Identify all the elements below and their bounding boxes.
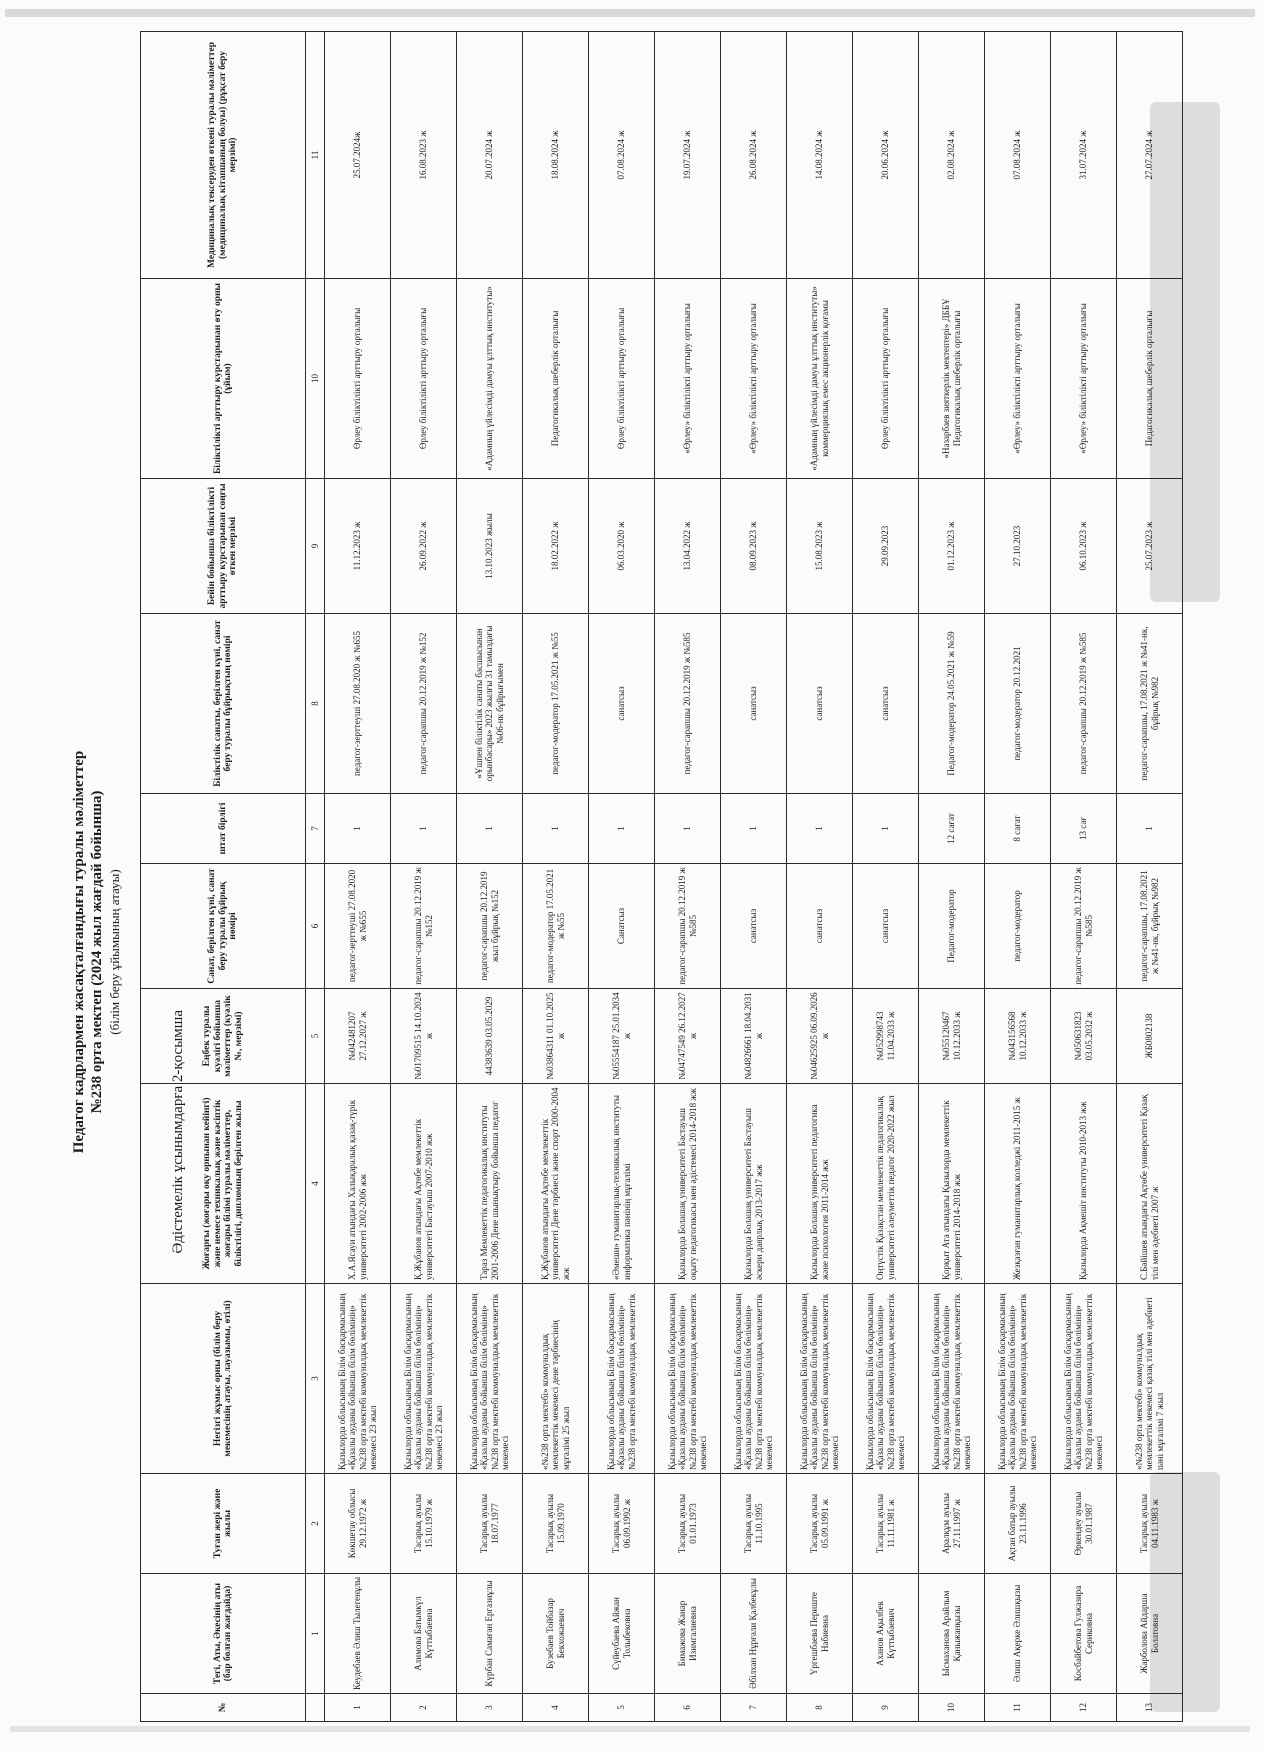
- category: педагог-модератор: [985, 864, 1051, 989]
- column-header: №: [141, 1694, 306, 1722]
- course-date: 11.12.2023 ж: [325, 479, 391, 614]
- birth-place-date: Тасарық ауылы 11.10.1995: [721, 1474, 787, 1574]
- column-number: [306, 1694, 325, 1722]
- course-provider: «Өрлеу» біліктілікті арттыру орталығы: [721, 279, 787, 479]
- table-row: [391, 32, 457, 1722]
- employment-record: №043156568 10.12.2033 ж: [985, 989, 1051, 1084]
- column-header: Медициналық тексеруден өткені туралы мәліметтер (медициналық кітапшаның болуы) (рұқсат беру мерзімі): [141, 32, 306, 279]
- education: Х.А.Ясауи атындағы Халықаралық қазақ-түрік университеті 2002-2006 жж: [325, 1084, 391, 1284]
- title-line-2: №238 орта мектеп (2024 жыл жағдай бойынша): [89, 790, 105, 1114]
- employment-record: №055120467 10.12.2033 ж: [919, 989, 985, 1084]
- course-date: 08.09.2023 ж: [721, 479, 787, 614]
- employment-record: №04625925 06.09.2026 ж: [787, 989, 853, 1084]
- staff-unit: 1: [589, 794, 655, 864]
- staff-unit: 1: [655, 794, 721, 864]
- education: Жезқазған гуманитарлық колледжі 2011-2015 ж: [985, 1084, 1051, 1284]
- column-number: 2: [306, 1474, 325, 1574]
- column-number: 7: [306, 794, 325, 864]
- staff-table: [140, 31, 1183, 1722]
- qualification-category: санатсыз: [787, 614, 853, 794]
- course-date: 06.03.2020 ж: [589, 479, 655, 614]
- birth-place-date: Тасарық ауылы 15.09.1970: [523, 1474, 589, 1574]
- medical-check-date: 26.08.2024 ж: [721, 32, 787, 279]
- row-number: 9: [853, 1694, 919, 1722]
- medical-check-date: 20.07.2024 ж: [457, 32, 523, 279]
- staff-unit: 1: [787, 794, 853, 864]
- teacher-name: Сүйеубаева Айжан Толыбековна: [589, 1574, 655, 1694]
- document-title: [70, 572, 124, 1332]
- employment-record: №01709515 14.10.2024 ж: [391, 989, 457, 1084]
- birth-place-date: Тасарық ауылы 04.11.1983 ж: [1117, 1474, 1183, 1574]
- staff-unit: 13 сағ: [1051, 794, 1117, 864]
- category: Педагог-модератор: [919, 864, 985, 989]
- course-provider: Өрлеу біліктілікті арттыру орталығы: [589, 279, 655, 479]
- scan-edge: [5, 9, 1255, 17]
- teacher-name: Аханов Ақылбек Күттыбаевич: [853, 1574, 919, 1694]
- qualification-category: педагог-зерттеуші 27.08.2020 ж №655: [325, 614, 391, 794]
- course-date: 18.02.2022 ж: [523, 479, 589, 614]
- category: педагог-сарапшы, 17.08.2021 ж №41-нк, бұйрық №982: [1117, 864, 1183, 989]
- education: Қызылорда Ақмешіт институты 2010-2013 жж: [1051, 1084, 1117, 1284]
- row-number: 13: [1117, 1694, 1183, 1722]
- category: санатсыз: [787, 864, 853, 989]
- birth-place-date: Көкшетау облысы 29.12.1972 ж: [325, 1474, 391, 1574]
- birth-place-date: Тасарық ауылы 05.09.1991 ж: [787, 1474, 853, 1574]
- category: педагог-модератор 17.05.2021 ж №55: [523, 864, 589, 989]
- category: педагог-сарапшы 20.12.2019 жыл бұйрық №152: [457, 864, 523, 989]
- table-row: [1051, 32, 1117, 1722]
- staff-unit: 1: [853, 794, 919, 864]
- table-body: [325, 32, 1183, 1722]
- teacher-name: Күрбан Самаған Ергазиұлы: [457, 1574, 523, 1694]
- course-date: 15.08.2023 ж: [787, 479, 853, 614]
- course-provider: Педагогикалық шеберлік орталығы: [523, 279, 589, 479]
- teacher-name: Әлиш Ақерке Әлишқызы: [985, 1574, 1051, 1694]
- table-row: [787, 32, 853, 1722]
- category: Санатсыз: [589, 864, 655, 989]
- staff-unit: 12 сағат: [919, 794, 985, 864]
- table-row: [523, 32, 589, 1722]
- course-date: 26.09.2022 ж: [391, 479, 457, 614]
- teacher-name: Ысмаханова Арайлым Қаныжанқызы: [919, 1574, 985, 1694]
- birth-place-date: Өркендеу ауылы 30.01.1987: [1051, 1474, 1117, 1574]
- qualification-category: педагог-сарапшы 20.12.2019 ж №585: [655, 614, 721, 794]
- medical-check-date: 19.07.2024 ж: [655, 32, 721, 279]
- employment-record: №052998743 11.04.2033 ж: [853, 989, 919, 1084]
- employment-record: №050631823 03.05.2032 ж: [1051, 989, 1117, 1084]
- course-provider: Педагогикалық шеберлік орталығы: [1117, 279, 1183, 479]
- course-provider: Өрлеу біліктілікті арттыру орталығы: [853, 279, 919, 479]
- medical-check-date: 31.07.2024 ж: [1051, 32, 1117, 279]
- education: С.Бәйішев атындағы Ақтөбе университеті Қазақ тілі мен әдебиеті 2007 ж: [1117, 1084, 1183, 1284]
- course-date: 01.12.2023 ж: [919, 479, 985, 614]
- medical-check-date: 27.07.2024 ж: [1117, 32, 1183, 279]
- column-number: 11: [306, 32, 325, 279]
- education: Қызылорда Болашақ университеті Бастауыш әскери даярлық 2013-2017 жж: [721, 1084, 787, 1284]
- scan-edge: [10, 1726, 1250, 1732]
- table-row: [853, 32, 919, 1722]
- row-number: 8: [787, 1694, 853, 1722]
- qualification-category: педагог-модератор 17.05.2021 ж №55: [523, 614, 589, 794]
- qualification-category: «Ұшпен біліктілік санаты басшысынан орынбасары» 2023 жылғы 31 тамыздағы №06-нк бұйрығымен: [457, 614, 523, 794]
- main-workplace: Қызылорда облысының Білім басқармасының «Қазалы ауданы бойынша білім бөлімінің» №238 орта мектебі коммуналдық мемлекеттік мекемесі: [985, 1284, 1051, 1474]
- teacher-name: Бимажова Жанар Изимгалиевна: [655, 1574, 721, 1694]
- row-number: 6: [655, 1694, 721, 1722]
- education: Қызылорда Болашақ университеті Бастауыш оқыту педагогикасы мен әдістемесі 2014-2018 жж: [655, 1084, 721, 1284]
- category: санатсыз: [721, 864, 787, 989]
- employment-record: №03864311 01.10.2025 ж: [523, 989, 589, 1084]
- column-header: штат бірлігі: [141, 794, 306, 864]
- staff-unit: 1: [325, 794, 391, 864]
- column-number: 8: [306, 614, 325, 794]
- qualification-category: санатсыз: [721, 614, 787, 794]
- teacher-name: Әбілхан Нұрғали Қалбекұлы: [721, 1574, 787, 1694]
- category: педагог-сарапшы 20.12.2019 ж №585: [655, 864, 721, 989]
- education: Оңтүстік Қазақстан мемлекеттік педагогикалық университеті әлеуметтік педагог 2020-2022 жыл: [853, 1084, 919, 1284]
- staff-unit: 1: [457, 794, 523, 864]
- employment-record: ЖБ0802138: [1117, 989, 1183, 1084]
- birth-place-date: Ақтан батыр ауылы 23.11.1996: [985, 1474, 1051, 1574]
- column-header: Жоғарғы (жоғары оқу орнынан кейінгі) және немесе техникалық және кәсіптік жоғары білімі туралы мәліметтер, біліктілігі, дипломның берілген жылы: [141, 1084, 306, 1284]
- employment-record: 44383639 03.05.2029: [457, 989, 523, 1084]
- education: Тараз Мемлекеттік педагогикалық институты 2001-2006 Дене шынықтыру бойынша педагог: [457, 1084, 523, 1284]
- education: Қ.Жұбанов атындағы Ақтөбе мемлекеттік университеті Дене тәрбиесі және спорт 2000-2004 жж: [523, 1084, 589, 1284]
- row-number: 1: [325, 1694, 391, 1722]
- birth-place-date: Тасарық ауылы 01.01.1973: [655, 1474, 721, 1574]
- main-workplace: Қызылорда облысының Білім басқармасының «Қазалы ауданы бойынша білім бөлімінің» №238 орта мектебі коммуналдық мемлекеттік мекемесі 23 жыл: [391, 1284, 457, 1474]
- course-provider: «Адамның үйлесімді дамуы ұлттық институты» коммерциялық емес акционерлік қоғамы: [787, 279, 853, 479]
- column-number: 10: [306, 279, 325, 479]
- course-provider: «Адамның үйлесімді дамуы ұлттық институты»: [457, 279, 523, 479]
- education: Қ.Жұбанов атындағы Ақтөбе мемлекеттік университеті Бастауыш 2007-2010 жж: [391, 1084, 457, 1284]
- table-row: [457, 32, 523, 1722]
- main-workplace: «№238 орта мектебі» коммуналдық мемлекеттік мекемесі қазақ тілі мен әдебиеті пәні мұғалімі 7 жыл: [1117, 1284, 1183, 1474]
- course-provider: Өрлеу біліктілікті арттыру орталығы: [325, 279, 391, 479]
- course-provider: «Өрлеу» біліктілікті арттыру орталығы: [985, 279, 1051, 479]
- row-number: 10: [919, 1694, 985, 1722]
- employment-record: №04747549 26.12.2027 ж: [655, 989, 721, 1084]
- column-header: Санат, берілген күні, санат беру туралы бұйрық нөмірі: [141, 864, 306, 989]
- main-workplace: Қызылорда облысының Білім басқармасының «Қазалы ауданы бойынша білім бөлімінің» №238 орта мектебі коммуналдық мемлекеттік мекемесі: [1051, 1284, 1117, 1474]
- birth-place-date: Тасарық ауылы 06.09.1992 ж: [589, 1474, 655, 1574]
- medical-check-date: 02.08.2024 ж: [919, 32, 985, 279]
- qualification-category: санатсыз: [589, 614, 655, 794]
- main-workplace: Қызылорда облысының Білім басқармасының «Қазалы ауданы бойынша білім бөлімінің» №238 орта мектебі коммуналдық мемлекеттік мекемесі 23 жыл: [325, 1284, 391, 1474]
- category: педагог-сарапшы 20.12.2019 ж №585: [1051, 864, 1117, 989]
- teacher-name: Жарболова Айдарша Болатовна: [1117, 1574, 1183, 1694]
- row-number: 2: [391, 1694, 457, 1722]
- table-row: [325, 32, 391, 1722]
- teacher-name: Алимова Батымкүл Күттыбаевна: [391, 1574, 457, 1694]
- qualification-category: педагог-модератор 20.12.2021: [985, 614, 1051, 794]
- row-number: 11: [985, 1694, 1051, 1722]
- course-provider: «Назарбаев зияткерлік мектептері» ДББҰ Педагогикалық шеберлік орталығы: [919, 279, 985, 479]
- staff-unit: 1: [391, 794, 457, 864]
- teacher-name: Косбайбетова Гулжазира Сериковна: [1051, 1574, 1117, 1694]
- column-header: Туған жері және жылы: [141, 1474, 306, 1574]
- staff-unit: 1: [523, 794, 589, 864]
- column-number-row: [306, 32, 325, 1722]
- column-number: 5: [306, 989, 325, 1084]
- course-date: 13.10.2023 жылы: [457, 479, 523, 614]
- row-number: 3: [457, 1694, 523, 1722]
- main-workplace: Қызылорда облысының Білім басқармасының «Қазалы ауданы бойынша білім бөлімінің» №238 орта мектебі коммуналдық мемлекеттік мекемесі: [655, 1284, 721, 1474]
- column-number: 3: [306, 1284, 325, 1474]
- medical-check-date: 25.07.2024ж: [325, 32, 391, 279]
- education: Қызылорда Болашақ университеті педагогика және психология 2011-2014 жж: [787, 1084, 853, 1284]
- qualification-category: санатсыз: [853, 614, 919, 794]
- teacher-name: Бузебаев Тойбазар Бекхожаевич: [523, 1574, 589, 1694]
- birth-place-date: Тасарық ауылы 18.07.1977: [457, 1474, 523, 1574]
- column-header: Негізгі жұмыс орны (білім беру мекемесінің атауы, лауазымы, өтілі): [141, 1284, 306, 1474]
- course-date: 06.10.2023 ж: [1051, 479, 1117, 614]
- staff-unit: 1: [1117, 794, 1183, 864]
- main-workplace: Қызылорда облысының Білім басқармасының «Қазалы ауданы бойынша білім бөлімінің» №238 орта мектебі коммуналдық мемлекеттік мекемесі: [457, 1284, 523, 1474]
- course-date: 27.10.2023: [985, 479, 1051, 614]
- birth-place-date: Аралқұм ауылы 27.11.1997 ж: [919, 1474, 985, 1574]
- main-workplace: Қызылорда облысының Білім басқармасының «Қазалы ауданы бойынша білім бөлімінің» №238 орта мектебі коммуналдық мемлекеттік: [589, 1284, 655, 1474]
- course-provider: «Өрлеу» біліктілікті арттыру орталығы: [1051, 279, 1117, 479]
- row-number: 7: [721, 1694, 787, 1722]
- column-header: Еңбек туралы куәлігі бойынша мәліметтер (куәлік №, мерзімі): [141, 989, 306, 1084]
- column-header: Бейін бойынша біліктілікті арттыру курстарынан соңғы өткен мерзімі: [141, 479, 306, 614]
- row-number: 12: [1051, 1694, 1117, 1722]
- table-row: [655, 32, 721, 1722]
- birth-place-date: Тасарық ауылы 15.10.1979 ж: [391, 1474, 457, 1574]
- main-workplace: Қызылорда облысының Білім басқармасының «Қазалы ауданы бойынша білім бөлімінің» №238 орта мектебі коммуналдық мемлекеттік мекемесі: [787, 1284, 853, 1474]
- annex-label: Әдістемелік ұсынымдарға 2-қосымша: [170, 1010, 186, 1254]
- column-header: Біліктілік санаты, берілген күні, санат беру туралы бұйрықтың нөмірі: [141, 614, 306, 794]
- course-provider: Өрлеу біліктілікті арттыру орталығы: [391, 279, 457, 479]
- table-row: [985, 32, 1051, 1722]
- employment-record: №05554187 25.01.2034 ж: [589, 989, 655, 1084]
- title-line-3: (білім беру ұйымының атауы): [107, 869, 122, 1035]
- column-number: 9: [306, 479, 325, 614]
- table-row: [589, 32, 655, 1722]
- main-workplace: Қызылорда облысының Білім басқармасының «Қазалы ауданы бойынша білім бөлімінің» №238 орта мектебі коммуналдық мемлекеттік мекемесі: [853, 1284, 919, 1474]
- course-date: 25.07.2023 ж: [1117, 479, 1183, 614]
- employment-record: №04826661 18.04.2031 ж: [721, 989, 787, 1084]
- column-header: Тегі, Аты, Әкесінің аты (бар болған жағдайда): [141, 1574, 306, 1694]
- table-row: [721, 32, 787, 1722]
- staff-unit: 1: [721, 794, 787, 864]
- category: педагог-зерттеуші 27.08.2020 ж №655: [325, 864, 391, 989]
- medical-check-date: 14.08.2024 ж: [787, 32, 853, 279]
- course-date: 13.04.2022 ж: [655, 479, 721, 614]
- row-number: 4: [523, 1694, 589, 1722]
- main-workplace: Қызылорда облысының Білім басқармасының «Қазалы ауданы бойынша білім бөлімінің» №238 орта мектебі коммуналдық мемлекеттік мекемесі: [721, 1284, 787, 1474]
- row-number: 5: [589, 1694, 655, 1722]
- table-row: [1117, 32, 1183, 1722]
- qualification-category: педагог-сарапшы 20.12.2019 ж №585: [1051, 614, 1117, 794]
- education: «Әмеши» гуманитарлық-техникалық институты информатика пәнінің мұғалімі: [589, 1084, 655, 1284]
- main-workplace: Қызылорда облысының Білім басқармасының «Қазалы ауданы бойынша білім бөлімінің» №238 орта мектебі коммуналдық мемлекеттік мекемесі: [919, 1284, 985, 1474]
- title-line-1: Педагог кадрлармен жасақталғандығы туралы мәліметтер: [71, 750, 87, 1154]
- medical-check-date: 18.08.2024 ж: [523, 32, 589, 279]
- main-workplace: «№238 орта мектебі» коммуналдық мемлекеттік мекемесі дене тәрбиесінің мұғалімі 25 жыл: [523, 1284, 589, 1474]
- column-header: Біліктілікті арттыру курстарынан өту орны (ұйым): [141, 279, 306, 479]
- column-number: 1: [306, 1574, 325, 1694]
- qualification-category: педагог-сарапшы, 17.08.2021 ж №41-нк, бұйрық №982: [1117, 614, 1183, 794]
- birth-place-date: Тасарық ауылы 11.11.1981 ж: [853, 1474, 919, 1574]
- teacher-name: Кеудебаев Әлиш Тылегенұлы: [325, 1574, 391, 1694]
- employment-record: №042481207 27.12.2027 ж: [325, 989, 391, 1084]
- category: санатсыз: [853, 864, 919, 989]
- header-row: [141, 32, 306, 1722]
- qualification-category: педагог-сарапшы 20.12.2019 ж №152: [391, 614, 457, 794]
- table-row: [919, 32, 985, 1722]
- medical-check-date: 07.08.2024 ж: [985, 32, 1051, 279]
- column-number: 6: [306, 864, 325, 989]
- teacher-name: Үргешбаева Периште Набиевна: [787, 1574, 853, 1694]
- education: Қорқыт Ата атындағы Қызылорда мемлекеттік университеті 2014-2018 жж: [919, 1084, 985, 1284]
- qualification-category: Педагог-модератор 24.05.2021 ж №59: [919, 614, 985, 794]
- staff-unit: 8 сағат: [985, 794, 1051, 864]
- course-provider: «Өрлеу» біліктілікті арттыру орталығы: [655, 279, 721, 479]
- medical-check-date: 16.08.2023 ж: [391, 32, 457, 279]
- category: педагог-сарапшы 20.12.2019 ж №152: [391, 864, 457, 989]
- medical-check-date: 07.08.2024 ж: [589, 32, 655, 279]
- medical-check-date: 20.06.2024 ж: [853, 32, 919, 279]
- course-date: 29.09.2023: [853, 479, 919, 614]
- column-number: 4: [306, 1084, 325, 1284]
